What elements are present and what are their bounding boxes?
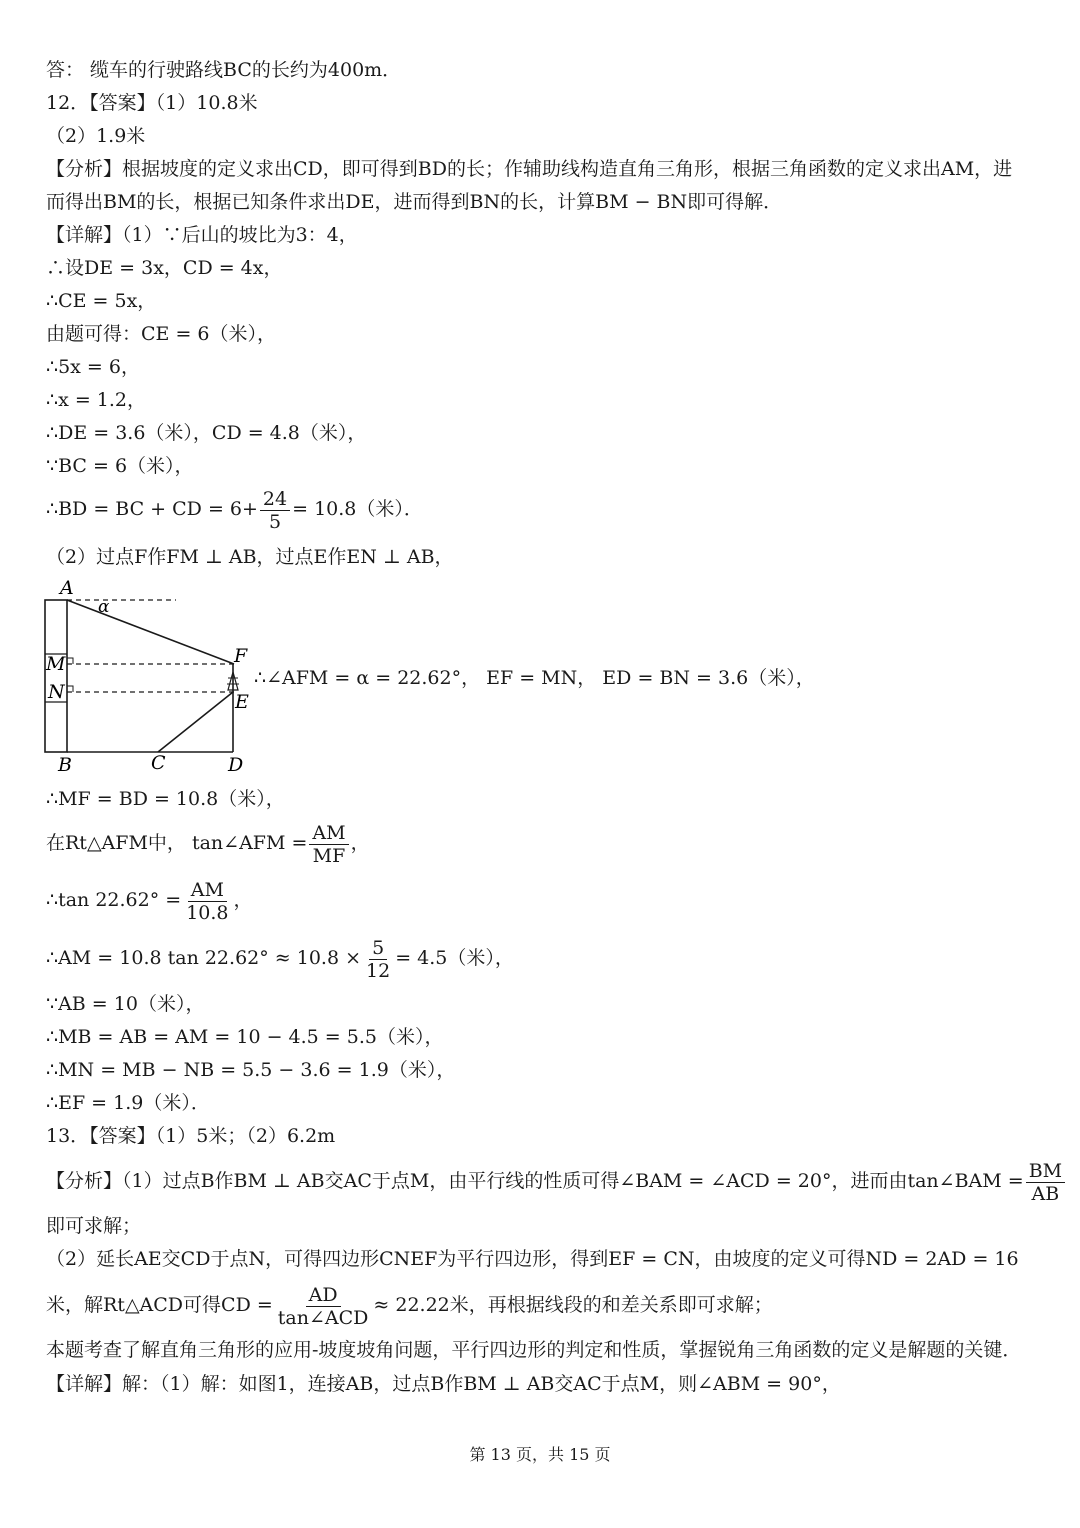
right-angle-m — [67, 658, 73, 664]
label-alpha: α — [98, 597, 110, 617]
label-A: A — [60, 577, 74, 599]
step-line: ∴MB = AB = AM = 10 − 4.5 = 5.5（米）， — [46, 1026, 444, 1048]
step-line: ∵BC = 6（米）， — [46, 455, 194, 477]
geometry-figure — [36, 574, 266, 774]
q12-analysis: 【分析】根据坡度的定义求出CD，即可得到BD的长；作辅助线构造直角三角形，根据三角函数的定义求出AM，进 — [46, 158, 1013, 180]
q13-answer: 13．【答案】（1）5米；（2）6.2m — [46, 1125, 336, 1147]
step-line: ∴CE = 5x， — [46, 290, 157, 312]
step-line: ∴5x = 6， — [46, 356, 140, 378]
step-line: ∴MF = BD = 10.8（米）， — [46, 788, 285, 810]
label-E: E — [235, 691, 249, 713]
label-B: B — [58, 754, 72, 774]
label-F: F — [234, 645, 248, 667]
angle-line: ∴∠AFM = α = 22.62°， EF = MN， ED = BN = 3.6（米）， — [254, 667, 815, 689]
q13-analysis-2: （2）延长AE交CD于点N，可得四边形CNEF为平行四边形，得到EF = CN，由坡度的定义可得ND = 2AD = 16 — [46, 1248, 1019, 1270]
q13-analysis: 【分析】（1）过点B作BM ⊥ AB交AC于点M，由平行线的性质可得∠BAM = ∠ACD = 20°，进而由tan∠BAM = $\frac{BM}{AB}$ — [46, 1158, 1067, 1205]
pole-rect — [45, 600, 67, 752]
answer-line: 答： 缆车的行驶路线BC的长约为400m． — [46, 59, 402, 81]
bd-equation: ∴BD = BC + CD = 6+ $\frac{24}{5}$ = 10.8（米）． — [46, 487, 423, 533]
tan-value: ∴tan 22.62° = $\frac{AM}{10.8}$ ， — [46, 878, 253, 924]
line-af — [67, 600, 234, 664]
am-equation: ∴AM = 10.8 tan 22.62° ≈ 10.8 × $\frac{5}{12}$ = 4.5（米）， — [46, 936, 514, 982]
slope-ce — [158, 692, 233, 752]
fraction: $\frac{5}{12}$ — [366, 936, 391, 982]
fraction: $\frac{24}{5}$ — [260, 488, 290, 533]
q13-detail: 【详解】解：（1）解：如图1，连接AB，过点B作BM ⊥ AB交AC于点M，则∠ABM = 90°， — [46, 1373, 841, 1395]
step-line: 即可求解； — [46, 1215, 142, 1237]
summary-line: 本题考查了解直角三角形的应用-坡度坡角问题，平行四边形的判定和性质，掌握锐角三角函数的定义是解题的关键． — [46, 1339, 1022, 1361]
q12-analysis-cont: 而得出BM的长，根据已知条件求出DE，进而得到BN的长，计算BM − BN即可得解． — [46, 191, 783, 213]
step-line: ∴DE = 3.6（米），CD = 4.8（米）， — [46, 422, 367, 444]
step-line: ∴x = 1.2， — [46, 389, 147, 411]
step-line: ∴MN = MB − NB = 5.5 − 3.6 = 1.9（米）， — [46, 1059, 456, 1081]
label-M: M — [46, 653, 66, 675]
q12-detail-1: 【详解】（1）∵后山的坡比为3：4， — [46, 224, 358, 246]
step-line: ∴设DE = 3x，CD = 4x， — [46, 257, 283, 279]
step-line: ∴EF = 1.9（米）． — [46, 1092, 210, 1114]
tan-afm: 在Rt△AFM中， tan∠AFM = $\frac{AM}{MF}$ ， — [46, 821, 370, 867]
q12-detail-2: （2）过点F作FM ⊥ AB，过点E作EN ⊥ AB， — [46, 546, 454, 568]
fraction: $\frac{BM}{AB}$ — [1026, 1160, 1065, 1205]
fraction: $\frac{AD}{\text{tan∠ACD}}$ — [277, 1283, 369, 1329]
step-line: ∵AB = 10（米）， — [46, 993, 205, 1015]
label-N: N — [48, 681, 65, 703]
fraction: $\frac{AM}{MF}$ — [309, 822, 348, 867]
fraction: $\frac{AM}{10.8}$ — [186, 878, 229, 924]
label-D: D — [228, 754, 244, 774]
q12-answer: 12．【答案】（1）10.8米 — [46, 92, 258, 114]
cd-equation: 米，解Rt△ACD可得CD = $\frac{AD}{\text{tan∠ACD}}$ ≈ 22.22米，再根据线段的和差关系即可求解； — [46, 1283, 773, 1329]
page-footer: 第 13 页，共 15 页 — [469, 1445, 611, 1464]
right-angle-n — [67, 686, 73, 692]
step-line: 由题可得：CE = 6（米）， — [46, 323, 276, 345]
label-C: C — [151, 752, 166, 774]
q12-answer-2: （2）1.9米 — [46, 125, 146, 147]
